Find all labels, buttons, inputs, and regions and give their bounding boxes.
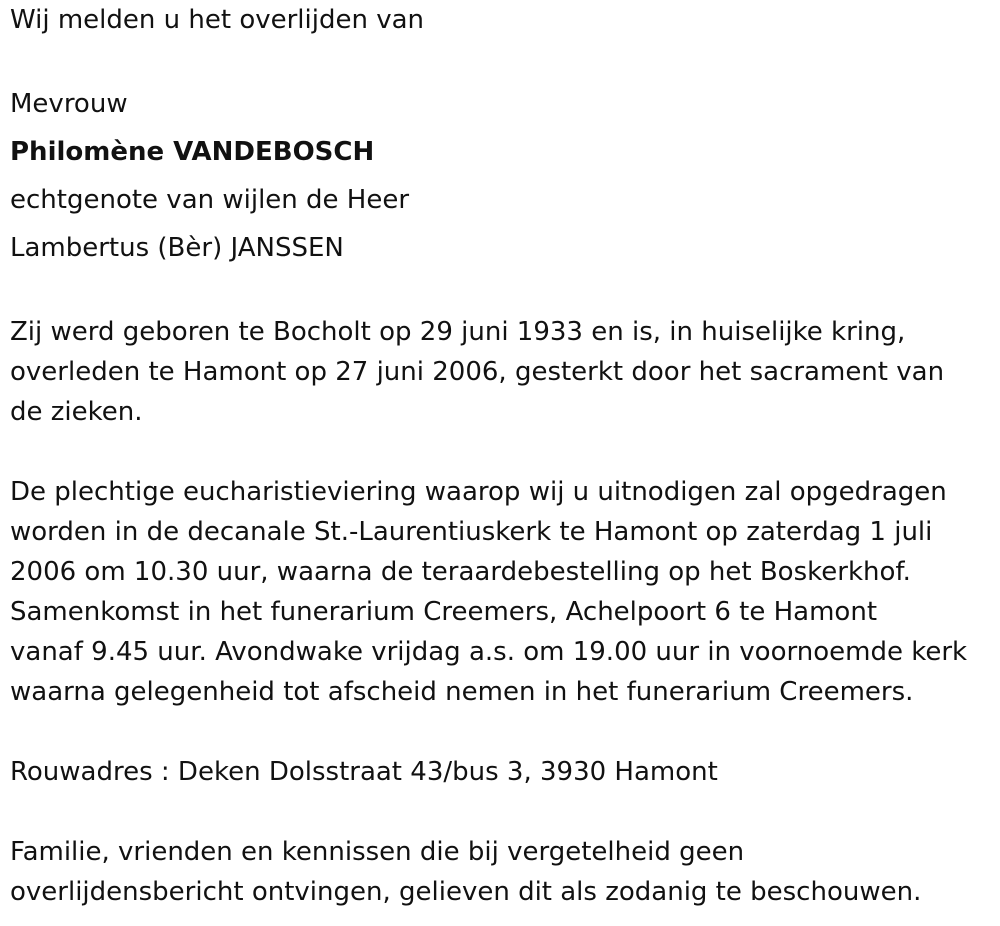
paragraph-line: Samenkomst in het funerarium Creemers, Achelpoort 6 te Hamont xyxy=(10,597,878,627)
paragraph-line: Familie, vrienden en kennissen die bij vergetelheid geen xyxy=(10,837,745,867)
spacer xyxy=(10,272,995,312)
ceremony-paragraph xyxy=(10,472,995,712)
intro-text: Wij melden u het overlijden van xyxy=(10,5,425,35)
person-relation: echtgenote van wijlen de Heer xyxy=(10,185,410,215)
paragraph-line: vanaf 9.45 uur. Avondwake vrijdag a.s. om 19.00 uur in voornoemde kerk xyxy=(10,637,968,667)
spacer xyxy=(10,40,995,80)
spouse-name: Lambertus (Bèr) JANSSEN xyxy=(10,233,344,263)
paragraph-line: waarna gelegenheid tot afscheid nemen in het funerarium Creemers. xyxy=(10,677,914,707)
spacer xyxy=(10,712,995,752)
death-notice xyxy=(10,0,995,912)
person-name: Philomène VANDEBOSCH xyxy=(10,137,375,167)
spacer xyxy=(10,792,995,832)
paragraph-line: worden in de decanale St.-Laurentiuskerk te Hamont op zaterdag 1 juli xyxy=(10,517,933,547)
paragraph-line: overleden te Hamont op 27 juni 2006, gesterkt door het sacrament van xyxy=(10,357,945,387)
paragraph-line: Zij werd geboren te Bocholt op 29 juni 1933 en is, in huiselijke kring, xyxy=(10,317,906,347)
closing-paragraph xyxy=(10,832,995,912)
paragraph-line: 2006 om 10.30 uur, waarna de teraardebestelling op het Boskerkhof. xyxy=(10,557,911,587)
mourning-address: Rouwadres : Deken Dolsstraat 43/bus 3, 3930 Hamont xyxy=(10,757,718,787)
person-title: Mevrouw xyxy=(10,89,128,119)
paragraph-line: overlijdensbericht ontvingen, gelieven dit als zodanig te beschouwen. xyxy=(10,877,922,907)
birth-death-paragraph xyxy=(10,312,995,432)
person-block xyxy=(10,80,995,272)
paragraph-line: De plechtige eucharistieviering waarop wij u uitnodigen zal opgedragen xyxy=(10,477,947,507)
paragraph-line: de zieken. xyxy=(10,397,143,427)
spacer xyxy=(10,432,995,472)
